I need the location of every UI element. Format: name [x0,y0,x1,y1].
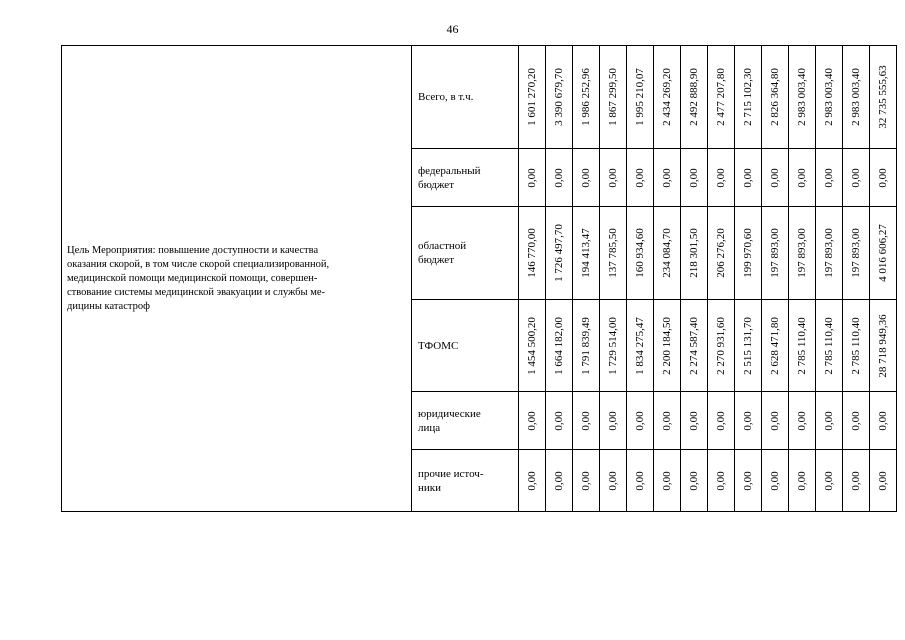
value-cell [681,300,708,392]
value-cell [735,392,762,450]
amount-value: 0,00 [553,167,565,188]
amount-value: 0,00 [688,470,700,491]
value-cell [654,300,681,392]
amount-value: 3 390 679,70 [553,68,565,126]
amount-value: 194 413,47 [580,228,592,278]
amount-value: 0,00 [715,167,727,188]
value-cell [789,300,816,392]
value-cell [708,450,735,512]
value-cell [627,450,654,512]
amount-value: 2 200 184,50 [661,316,673,375]
table-row [62,46,897,149]
value-cell [816,207,843,300]
amount-value: 0,00 [526,470,538,491]
value-cell [789,392,816,450]
value-cell [519,300,546,392]
value-cell [546,46,573,149]
amount-value: 0,00 [688,410,700,431]
goal-description-cell [62,46,412,512]
amount-value: 0,00 [823,470,835,491]
amount-value: 2 492 888,90 [688,68,700,126]
amount-value: 0,00 [661,410,673,431]
value-cell [627,46,654,149]
value-cell [870,207,897,300]
value-cell [708,300,735,392]
amount-value: 0,00 [823,410,835,431]
amount-value: 1 791 839,49 [580,316,592,375]
funding-source-label [412,46,519,149]
amount-value: 2 785 110,40 [796,316,808,375]
amount-value: 0,00 [634,410,646,431]
amount-value: 2 785 110,40 [850,316,862,375]
value-cell [573,392,600,450]
amount-value: 0,00 [796,410,808,431]
value-cell [843,300,870,392]
value-cell [843,149,870,207]
amount-value: 0,00 [688,167,700,188]
value-cell [843,392,870,450]
value-cell [681,46,708,149]
funding-source-line: Всего, в т.ч. [418,91,474,103]
value-cell [735,450,762,512]
value-cell [708,207,735,300]
funding-source-label [412,300,519,392]
value-cell [789,207,816,300]
value-cell [762,392,789,450]
value-cell [762,450,789,512]
amount-value: 0,00 [823,167,835,188]
goal-text-line: Цель Мероприятия: повышение доступности и качества [67,244,319,256]
value-cell [600,392,627,450]
amount-value: 1 834 275,47 [634,316,646,375]
amount-value: 0,00 [769,167,781,188]
amount-value: 0,00 [634,167,646,188]
amount-value: 160 934,60 [634,228,646,278]
amount-value: 0,00 [850,410,862,431]
value-cell [762,46,789,149]
amount-value: 0,00 [877,410,889,431]
value-cell [843,46,870,149]
value-cell [519,149,546,207]
amount-value: 0,00 [742,167,754,188]
funding-source-line: юридические [418,407,481,420]
value-cell [600,450,627,512]
amount-value: 197 893,00 [823,228,835,278]
value-cell [681,207,708,300]
amount-value: 0,00 [850,167,862,188]
funding-source-line: ТФОМС [418,339,459,352]
amount-value: 2 785 110,40 [823,316,835,375]
value-cell [735,46,762,149]
funding-source-line: прочие источ- [418,467,484,480]
value-cell [654,450,681,512]
value-cell [654,392,681,450]
amount-value: 1 726 497,70 [553,224,565,282]
value-cell [816,450,843,512]
amount-value: 0,00 [715,470,727,491]
value-cell [816,300,843,392]
amount-value: 1 986 252,96 [580,68,592,126]
amount-value: 199 970,60 [742,228,754,278]
value-cell [762,149,789,207]
value-cell [789,46,816,149]
amount-value: 2 715 102,30 [742,68,754,126]
amount-value: 4 016 606,27 [877,224,889,282]
funding-source-line: бюджет [418,254,454,266]
amount-value: 0,00 [580,410,592,431]
value-cell [600,46,627,149]
goal-text-line: медицинской помощи медицинской помощи, совершен- [67,272,318,284]
amount-value: 1 601 270,20 [526,68,538,126]
amount-value: 2 628 471,80 [769,316,781,375]
amount-value: 1 867 299,50 [607,68,619,126]
value-cell [573,300,600,392]
value-cell [627,300,654,392]
value-cell [816,392,843,450]
value-cell [519,207,546,300]
value-cell [735,149,762,207]
amount-value: 1 454 500,20 [526,316,538,375]
value-cell [573,46,600,149]
amount-value: 2 515 131,70 [742,316,754,375]
value-cell [870,300,897,392]
amount-value: 0,00 [634,470,646,491]
value-cell [546,207,573,300]
funding-source-line: областной [418,240,467,252]
value-cell [816,149,843,207]
value-cell [789,149,816,207]
value-cell [519,392,546,450]
value-cell [519,46,546,149]
amount-value: 218 301,50 [688,228,700,278]
value-cell [708,392,735,450]
amount-value: 0,00 [796,470,808,491]
amount-value: 0,00 [526,410,538,431]
value-cell [546,450,573,512]
value-cell [600,149,627,207]
funding-source-label [412,207,519,300]
value-cell [870,450,897,512]
value-cell [573,450,600,512]
value-cell [519,450,546,512]
value-cell [681,149,708,207]
amount-value: 0,00 [769,410,781,431]
amount-value: 0,00 [769,470,781,491]
value-cell [546,392,573,450]
value-cell [735,207,762,300]
amount-value: 0,00 [877,167,889,188]
amount-value: 234 084,70 [661,228,673,278]
amount-value: 0,00 [607,167,619,188]
amount-value: 32 735 555,63 [877,65,889,129]
value-cell [654,149,681,207]
funding-source-line: бюджет [418,178,454,191]
value-cell [573,207,600,300]
goal-text-line: ствование системы медицинской эвакуации и службы ме- [67,286,325,298]
amount-value: 0,00 [850,470,862,491]
value-cell [600,300,627,392]
amount-value: 197 893,00 [769,228,781,278]
value-cell [762,300,789,392]
value-cell [708,149,735,207]
amount-value: 0,00 [715,410,727,431]
amount-value: 0,00 [661,470,673,491]
value-cell [627,149,654,207]
amount-value: 2 274 587,40 [688,316,700,375]
value-cell [870,392,897,450]
amount-value: 0,00 [580,470,592,491]
amount-value: 2 983 003,40 [796,68,808,126]
value-cell [627,392,654,450]
value-cell [789,450,816,512]
funding-source-line: федеральный [418,164,481,177]
value-cell [681,450,708,512]
value-cell [573,149,600,207]
goal-text-line: оказания скорой, в том числе скорой специализированной, [67,258,330,270]
funding-table [61,45,897,512]
value-cell [870,149,897,207]
funding-source-label [412,149,519,207]
amount-value: 2 826 364,80 [769,68,781,126]
amount-value: 1 664 182,00 [553,316,565,375]
amount-value: 1 729 514,00 [607,316,619,375]
value-cell [546,149,573,207]
goal-text-line: дицины катастроф [67,300,150,312]
value-cell [681,392,708,450]
amount-value: 197 893,00 [796,228,808,278]
amount-value: 206 276,20 [715,228,727,278]
amount-value: 0,00 [742,410,754,431]
page-number: 46 [446,22,459,36]
funding-source-line: лица [418,421,441,434]
amount-value: 0,00 [580,167,592,188]
amount-value: 2 477 207,80 [715,68,727,126]
funding-source-label [412,450,519,512]
funding-source-label [412,392,519,450]
value-cell [816,46,843,149]
amount-value: 0,00 [607,470,619,491]
amount-value: 2 983 003,40 [850,68,862,126]
amount-value: 0,00 [553,470,565,491]
amount-value: 2 434 269,20 [661,68,673,126]
amount-value: 2 270 931,60 [715,316,727,375]
amount-value: 1 995 210,07 [634,68,646,126]
value-cell [762,207,789,300]
amount-value: 2 983 003,40 [823,68,835,126]
amount-value: 0,00 [607,410,619,431]
value-cell [654,207,681,300]
amount-value: 137 785,50 [607,228,619,278]
amount-value: 28 718 949,36 [877,313,889,378]
amount-value: 0,00 [526,167,538,188]
value-cell [843,207,870,300]
amount-value: 0,00 [877,470,889,491]
value-cell [843,450,870,512]
value-cell [708,46,735,149]
amount-value: 197 893,00 [850,228,862,278]
value-cell [600,207,627,300]
value-cell [546,300,573,392]
amount-value: 0,00 [661,167,673,188]
value-cell [654,46,681,149]
funding-source-line: ники [418,481,442,494]
amount-value: 0,00 [796,167,808,188]
value-cell [870,46,897,149]
amount-value: 146 770,00 [526,228,538,278]
amount-value: 0,00 [553,410,565,431]
amount-value: 0,00 [742,470,754,491]
value-cell [627,207,654,300]
value-cell [735,300,762,392]
